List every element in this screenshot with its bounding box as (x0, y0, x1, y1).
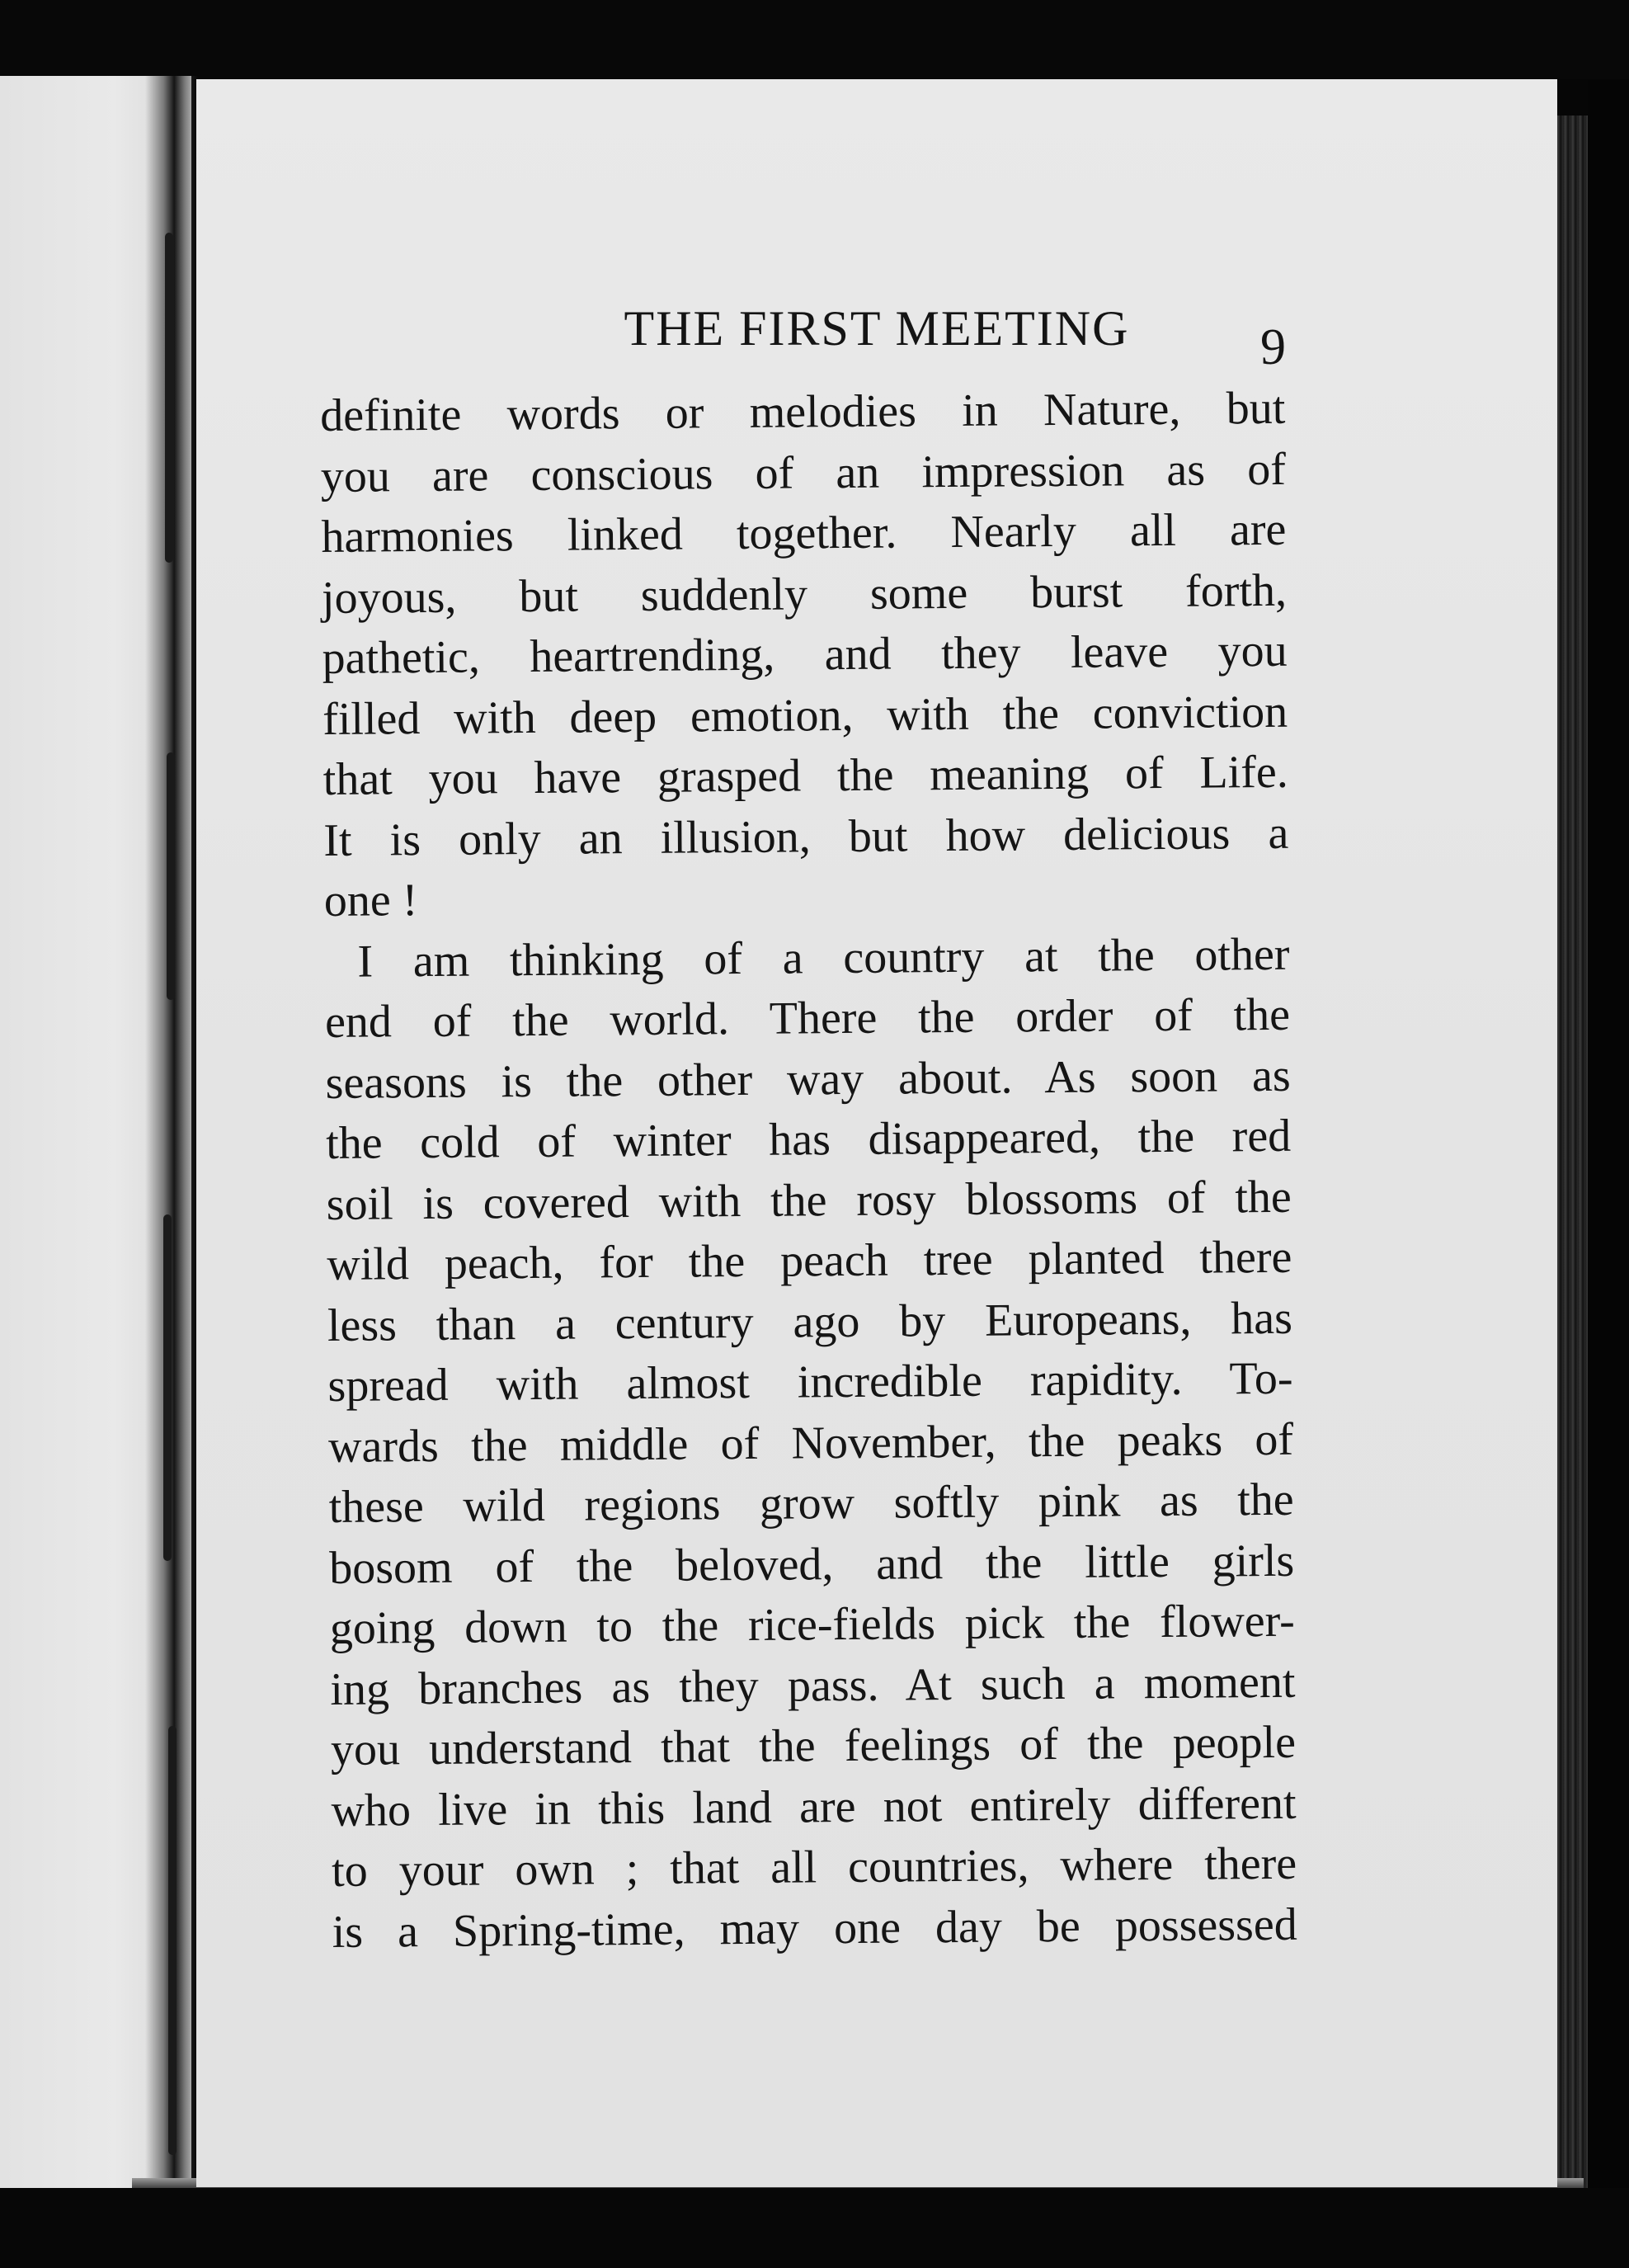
text-line: joyous, but suddenly some burst forth, (321, 564, 1288, 624)
text-line: you understand that the feelings of the people (330, 1716, 1297, 1775)
binding-shadow-mark (163, 1214, 172, 1561)
text-line: wards the middle of November, the peaks of (327, 1413, 1294, 1473)
text-line: going down to the rice-fields pick the flower- (329, 1595, 1296, 1654)
text-line: who live in this land are not entirely different (331, 1777, 1297, 1837)
binding-shadow-mark (168, 1726, 177, 2155)
book-gutter (145, 76, 198, 2221)
text-line: filled with deep emotion, with the conviction (322, 686, 1288, 745)
text-line: It is only an illusion, but how delicious a (323, 807, 1289, 866)
binding-shadow-mark (165, 233, 173, 563)
text-line: that you have grasped the meaning of Life. (323, 746, 1288, 805)
text-line: spread with almost incredible rapidity. To- (327, 1352, 1293, 1412)
scan-bottom-border (0, 2188, 1629, 2268)
text-line: the cold of winter has disappeared, the red (325, 1110, 1292, 1169)
text-line: seasons is the other way about. As soon as (325, 1049, 1291, 1109)
scan-right-border (1588, 79, 1629, 2268)
text-line: ing branches as they pass. At such a moment (330, 1656, 1296, 1715)
text-line: soil is covered with the rosy blossoms of the (326, 1171, 1292, 1230)
text-line: to your own ; that all countries, where there (331, 1837, 1297, 1897)
running-head: THE FIRST MEETING (624, 301, 1130, 356)
text-line: end of the world. There the order of the (324, 988, 1291, 1048)
text-line: harmonies linked together. Nearly all are (321, 503, 1287, 563)
text-line: is a Spring-time, may one day be possessed (332, 1898, 1297, 1958)
page-block-edge (1556, 116, 1589, 2228)
text-line: these wild regions grow softly pink as the (328, 1473, 1294, 1533)
text-line: definite words or melodies in Nature, but (320, 382, 1286, 441)
binding-shadow-mark (167, 752, 175, 1000)
text-line: wild peach, for the peach tree planted there (327, 1231, 1292, 1290)
text-line: less than a century ago by Europeans, has (327, 1292, 1293, 1351)
text-line: pathetic, heartrending, and they leave you (322, 625, 1288, 684)
scan-top-border (0, 0, 1629, 79)
body-text (320, 379, 1297, 1963)
text-line: bosom of the beloved, and the little girls (329, 1535, 1295, 1594)
page-number: 9 (1260, 319, 1286, 375)
text-line: you are conscious of an impression as of (320, 443, 1287, 502)
text-line: one ! (323, 875, 418, 927)
book-page (196, 79, 1557, 2187)
text-line: I am thinking of a country at the other (357, 928, 1290, 988)
